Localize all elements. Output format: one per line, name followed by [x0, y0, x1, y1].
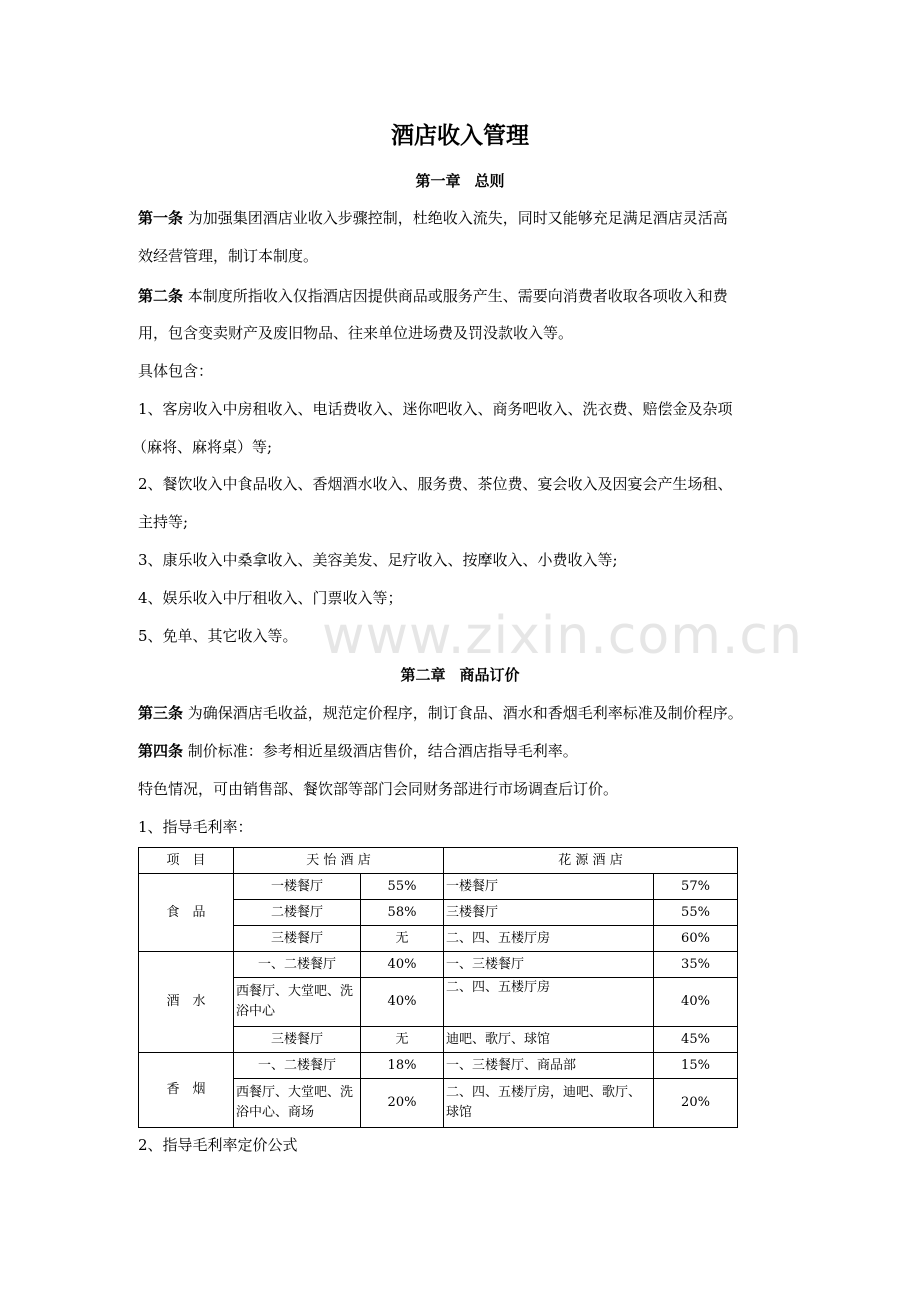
subsection-2-heading: 2、指导毛利率定价公式 — [138, 1136, 298, 1154]
hotel-b-rate: 57% — [654, 874, 738, 900]
hotel-a-place: 三楼餐厅 — [234, 926, 361, 952]
hotel-a-rate: 58% — [361, 900, 444, 926]
chapter-2-heading — [0, 663, 920, 687]
article-4-label: 第四条 — [138, 742, 184, 760]
hotel-b-place: 三楼餐厅 — [444, 900, 654, 926]
chapter-2-name: 商品订价 — [459, 666, 520, 684]
hotel-a-rate: 18% — [361, 1053, 444, 1079]
category-drinks: 酒 水 — [139, 952, 234, 1053]
header-item: 项 目 — [139, 848, 234, 874]
article-2-label: 第二条 — [138, 287, 184, 305]
list-item: 1、客房收入中房租收入、电话费收入、迷你吧收入、商务吧收入、洗衣费、赔偿金及杂项 — [138, 400, 733, 418]
hotel-a-rate: 无 — [361, 926, 444, 952]
table-row — [139, 952, 738, 978]
hotel-a-place: 二楼餐厅 — [234, 900, 361, 926]
hotel-a-rate: 55% — [361, 874, 444, 900]
hotel-a-place: 一、二楼餐厅 — [234, 952, 361, 978]
document-title: 酒店收入管理 — [391, 122, 529, 149]
article-4-text: 制价标准：参考相近星级酒店售价，结合酒店指导毛利率。 — [187, 742, 578, 760]
header-hotel-a: 天 怡 酒 店 — [234, 848, 444, 874]
article-3-label: 第三条 — [138, 704, 184, 722]
category-tobacco: 香 烟 — [139, 1053, 234, 1128]
hotel-b-rate: 40% — [654, 978, 738, 1027]
hotel-a-place: 西餐厅、大堂吧、洗浴中心、商场 — [234, 1079, 361, 1128]
article-2-line-1 — [138, 284, 788, 308]
hotel-a-rate: 40% — [361, 952, 444, 978]
hotel-a-place: 一、二楼餐厅 — [234, 1053, 361, 1079]
article-2-text: 本制度所指收入仅指酒店因提供商品或服务产生、需要向消费者收取各项收入和费 — [187, 287, 728, 305]
list-item: 3、康乐收入中桑拿收入、美容美发、足疗收入、按摩收入、小费收入等; — [138, 551, 618, 569]
article-1-line-1 — [138, 206, 788, 230]
hotel-a-rate: 40% — [361, 978, 444, 1027]
article-1-line-2: 效经营管理，制订本制度。 — [138, 247, 319, 265]
hotel-b-rate: 15% — [654, 1053, 738, 1079]
article-2-line-2: 用，包含变卖财产及废旧物品、往来单位进场费及罚没款收入等。 — [138, 324, 574, 342]
article-1-label: 第一条 — [138, 209, 184, 227]
watermark: www.zixin.com.cn — [322, 606, 803, 666]
article-4 — [138, 739, 788, 763]
hotel-a-rate: 无 — [361, 1027, 444, 1053]
hotel-a-place: 三楼餐厅 — [234, 1027, 361, 1053]
hotel-b-place: 一楼餐厅 — [444, 874, 654, 900]
hotel-b-place: 一、三楼餐厅 — [444, 952, 654, 978]
list-item: 主持等; — [138, 513, 189, 531]
list-item: 4、娱乐收入中厅租收入、门票收入等； — [138, 589, 403, 607]
chapter-1-number: 第一章 — [415, 172, 461, 190]
hotel-b-rate: 60% — [654, 926, 738, 952]
special-note: 特色情况，可由销售部、餐饮部等部门会同财务部进行市场调查后订价。 — [138, 780, 619, 798]
chapter-2-number: 第二章 — [400, 666, 446, 684]
chapter-1-heading — [0, 169, 920, 193]
list-item: 2、餐饮收入中食品收入、香烟酒水收入、服务费、茶位费、宴会收入及因宴会产生场租、 — [138, 475, 733, 493]
subsection-1-heading: 1、指导毛利率： — [138, 818, 253, 836]
table-header-row — [139, 848, 738, 874]
hotel-a-place: 一楼餐厅 — [234, 874, 361, 900]
table-row — [139, 874, 738, 900]
hotel-b-rate: 35% — [654, 952, 738, 978]
hotel-a-place: 西餐厅、大堂吧、洗浴中心 — [234, 978, 361, 1027]
article-1-text: 为加强集团酒店业收入步骤控制，杜绝收入流失，同时又能够充足满足酒店灵活高 — [187, 209, 728, 227]
list-item: （麻将、麻将桌）等; — [132, 438, 273, 456]
chapter-1-name: 总则 — [474, 172, 505, 190]
header-hotel-b: 花 源 酒 店 — [444, 848, 738, 874]
hotel-b-rate: 45% — [654, 1027, 738, 1053]
hotel-b-place: 迪吧、歌厅、球馆 — [444, 1027, 654, 1053]
article-3-text: 为确保酒店毛收益，规范定价程序，制订食品、酒水和香烟毛利率标准及制价程序。 — [187, 704, 743, 722]
table-row — [139, 1053, 738, 1079]
hotel-b-rate: 55% — [654, 900, 738, 926]
list-item: 5、免单、其它收入等。 — [138, 627, 298, 645]
hotel-b-place: 一、三楼餐厅、商品部 — [444, 1053, 654, 1079]
hotel-b-place: 二、四、五楼厅房，迪吧、歌厅、球馆 — [444, 1079, 654, 1128]
includes-label: 具体包含： — [138, 362, 214, 380]
hotel-a-rate: 20% — [361, 1079, 444, 1128]
hotel-b-place: 二、四、五楼厅房 — [444, 978, 654, 1027]
article-3 — [138, 701, 788, 725]
margin-rate-table — [138, 847, 738, 1128]
category-food: 食 品 — [139, 874, 234, 952]
hotel-b-rate: 20% — [654, 1079, 738, 1128]
hotel-b-place: 二、四、五楼厅房 — [444, 926, 654, 952]
